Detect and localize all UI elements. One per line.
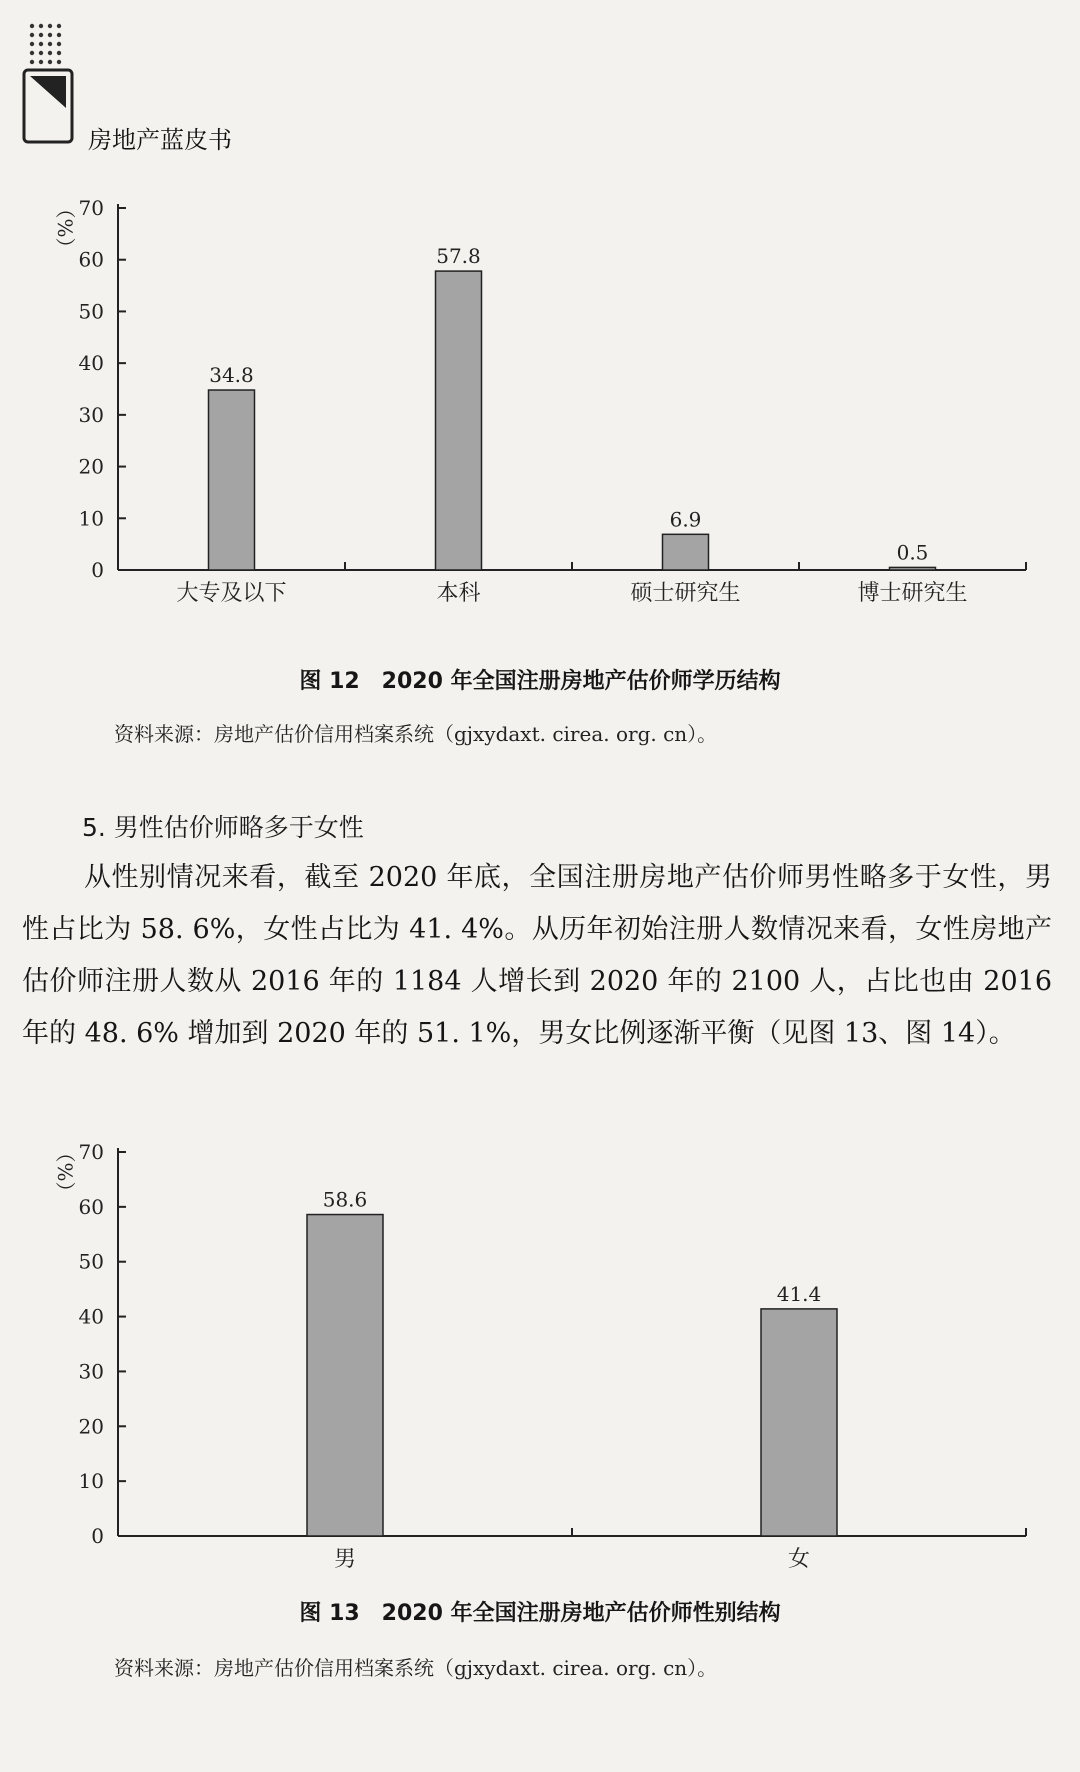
figure-12-source: 资料来源：房地产估价信用档案系统（gjxydaxt. cirea. org. cn）。 [114,722,718,746]
y-tick-label: 0 [91,1524,104,1548]
y-tick-label: 50 [78,299,104,324]
y-tick-label: 10 [78,1469,104,1494]
y-tick-label: 20 [78,454,104,479]
bar [307,1215,383,1536]
y-tick-label: 20 [78,1414,104,1439]
page-header [22,22,442,152]
y-tick-label: 50 [78,1249,104,1274]
dot-grid-icon [28,22,68,66]
section-heading: 5. 男性估价师略多于女性 [82,813,364,842]
y-tick-label: 60 [78,1194,104,1219]
y-tick-label: 0 [91,558,104,582]
y-tick-label: 60 [78,247,104,272]
bar [890,567,936,570]
education-chart [40,196,1040,636]
y-tick-label: 70 [78,1140,104,1164]
y-axis-label: （%） [53,198,77,258]
body-paragraph: 从性别情况来看，截至 2020 年底，全国注册房地产估价师男性略多于女性，男性占比为 58. 6%，女性占比为 41. 4%。从历年初始注册人数情况来看，女性房地产估价师注册人数从 2016 年的 1184 人增长到 2020 年的 2100 人，占比也由 2016 年的 48. 6% 增加到 2020 年的 51. 1%，男女比例逐渐平衡（见图 13、图 14）。 [22,862,1052,1049]
gender-chart [40,1140,1040,1570]
bar [663,534,709,570]
bar [209,390,255,570]
bar [761,1309,837,1536]
y-tick-label: 40 [78,1304,104,1329]
y-tick-label: 70 [78,196,104,220]
x-tick-label: 硕士研究生 [630,581,741,606]
x-tick-label: 大专及以下 [176,581,287,606]
data-label: 58.6 [322,1187,368,1212]
x-tick-label: 女 [787,1547,811,1570]
book-title: 房地产蓝皮书 [88,126,232,154]
education-chart-svg [40,196,1040,636]
figure-13-source: 资料来源：房地产估价信用档案系统（gjxydaxt. cirea. org. cn）。 [114,1656,718,1680]
data-label: 34.8 [209,363,254,388]
book-corner-icon [22,68,74,144]
figure-13-caption: 图 13 2020 年全国注册房地产估价师性别结构 [299,1601,781,1626]
x-tick-label: 本科 [436,581,481,606]
y-tick-label: 10 [78,506,104,531]
bar [436,271,482,570]
y-tick-label: 30 [78,1359,104,1384]
data-label: 0.5 [896,540,929,565]
x-tick-label: 博士研究生 [857,581,968,606]
data-label: 41.4 [776,1281,822,1306]
gender-chart-svg [40,1140,1040,1570]
y-tick-label: 30 [78,402,104,427]
x-tick-label: 男 [333,1547,357,1570]
y-tick-label: 40 [78,351,104,376]
y-axis-label: （%） [53,1142,77,1202]
data-label: 57.8 [436,244,481,269]
data-label: 6.9 [669,507,702,532]
figure-12-caption: 图 12 2020 年全国注册房地产估价师学历结构 [299,669,781,694]
